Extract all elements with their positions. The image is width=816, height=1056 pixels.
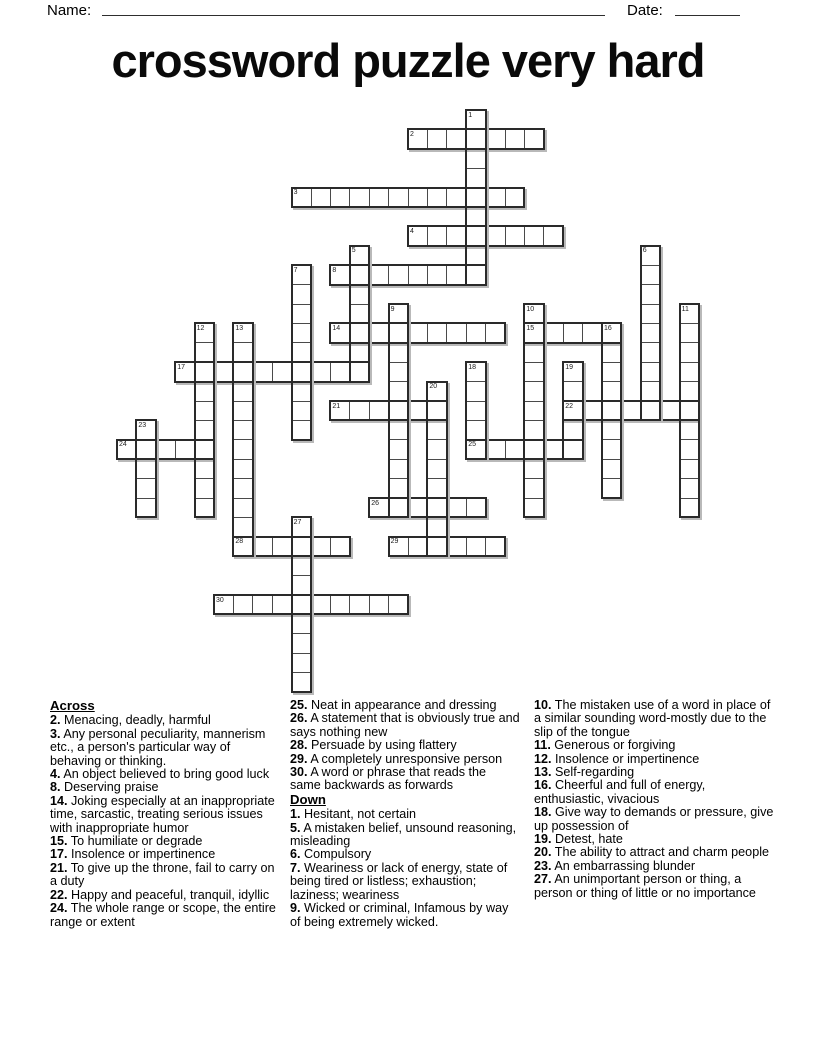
- clue-3-across: 3. Any personal peculiarity, mannerism etc., a person's particular way of behaving or thinking.: [50, 726, 266, 768]
- clue-9-down: 9. Wicked or criminal, Infamous by way of being extremely wicked.: [290, 901, 509, 929]
- grid-number-15: 15: [526, 324, 535, 332]
- clue-number: 25.: [290, 698, 308, 712]
- word-23-down: [135, 419, 156, 518]
- word-12-down: [194, 322, 215, 518]
- clue-4-across: 4. An object believed to bring good luck: [50, 767, 270, 782]
- clue-22-across: 22. Happy and peaceful, tranquil, idyllic: [50, 887, 270, 902]
- grid-number-2: 2: [410, 130, 414, 138]
- grid-number-1: 1: [468, 111, 473, 119]
- clue-number: 20.: [534, 845, 552, 860]
- clue-number: 7.: [290, 860, 301, 875]
- clue-27-down: 27. An unimportant person or thing, a person or thing of little or no importance: [534, 872, 756, 900]
- clue-number: 27.: [534, 872, 552, 887]
- clue-number: 4.: [50, 767, 61, 782]
- clue-number: 14.: [50, 793, 68, 808]
- grid-number-11: 11: [681, 305, 689, 313]
- clue-column-3: [534, 699, 777, 900]
- grid-number-3: 3: [293, 189, 298, 197]
- grid-number-25: 25: [468, 441, 476, 449]
- clue-24-across: 24. The whole range or scope, the entire range or extent: [50, 901, 276, 929]
- grid-number-28: 28: [235, 538, 244, 546]
- clue-column-1: [50, 699, 282, 929]
- clue-number: 3.: [50, 726, 61, 741]
- clue-28-across: 28. Persuade by using flattery: [290, 738, 457, 753]
- clue-number: 16.: [534, 778, 552, 793]
- clue-number: 9.: [290, 901, 301, 916]
- grid-number-22: 22: [565, 402, 573, 410]
- down-clues-header: Down: [290, 791, 326, 807]
- clue-2-across: 2. Menacing, deadly, harmful: [50, 713, 211, 728]
- clue-18-down: 18. Give way to demands or pressure, give up possession of: [534, 805, 774, 833]
- clue-7-down: 7. Weariness or lack of energy, state of being tired or listless; exhaustion; laziness; weariness: [290, 860, 508, 902]
- grid-number-19: 19: [565, 363, 573, 371]
- clue-number: 10.: [534, 698, 552, 712]
- grid-number-18: 18: [468, 363, 476, 371]
- clue-14-across: 14. Joking especially at an inappropriate time, sarcastic, treating serious issues with inappropriate humor: [50, 793, 275, 835]
- clue-12-down: 12. Insolence or impertinence: [534, 751, 700, 766]
- word-1-down: [465, 109, 486, 286]
- word-16-down: [601, 322, 622, 499]
- clue-19-down: 19. Detest, hate: [534, 832, 623, 847]
- page-title: crossword puzzle very hard: [111, 34, 705, 87]
- clue-number: 19.: [534, 832, 552, 847]
- clue-11-down: 11. Generous or forgiving: [534, 738, 676, 753]
- grid-number-13: 13: [235, 324, 244, 332]
- clue-number: 8.: [50, 780, 61, 795]
- word-10-down: [523, 303, 544, 518]
- clue-17-across: 17. Insolence or impertinence: [50, 847, 216, 862]
- grid-number-7: 7: [293, 266, 298, 274]
- grid-number-24: 24: [119, 441, 127, 449]
- clue-number: 23.: [534, 858, 552, 873]
- grid-number-5: 5: [351, 247, 356, 255]
- clue-number: 22.: [50, 887, 68, 902]
- clue-number: 30.: [290, 765, 308, 780]
- grid-number-9: 9: [390, 305, 395, 313]
- clue-number: 26.: [290, 711, 308, 726]
- grid-number-12: 12: [196, 324, 205, 332]
- grid-number-26: 26: [371, 499, 379, 507]
- name-label: Name:: [47, 2, 92, 19]
- clue-5-down: 5. A mistaken belief, unsound reasoning, misleading: [290, 820, 517, 849]
- clue-25-across: 25. Neat in appearance and dressing: [290, 698, 497, 712]
- clue-number: 29.: [290, 751, 308, 766]
- grid-number-4: 4: [410, 227, 414, 235]
- across-clues-header: Across: [50, 698, 95, 713]
- word-20-down: [426, 381, 447, 558]
- clue-1-down: 1. Hesitant, not certain: [290, 807, 417, 822]
- clue-number: 21.: [50, 860, 68, 875]
- grid-number-10: 10: [526, 305, 535, 313]
- word-7-down: [291, 264, 312, 441]
- clue-16-down: 16. Cheerful and full of energy, enthusiastic, vivacious: [534, 778, 706, 806]
- grid-number-17: 17: [177, 363, 185, 371]
- grid-number-8: 8: [332, 266, 337, 274]
- clue-number: 12.: [534, 751, 552, 766]
- clue-30-across: 30. A word or phrase that reads the same backwards as forwards: [290, 765, 487, 793]
- clue-29-across: 29. A completely unresponsive person: [290, 751, 503, 766]
- clue-number: 17.: [50, 847, 68, 862]
- clue-number: 24.: [50, 901, 68, 916]
- word-19-down: [562, 361, 583, 460]
- grid-number-6: 6: [642, 247, 647, 255]
- word-3-across: [291, 187, 526, 208]
- grid-number-29: 29: [390, 538, 399, 546]
- clue-column-2: [290, 699, 520, 929]
- grid-number-27: 27: [293, 518, 302, 526]
- word-27-down: [291, 516, 312, 693]
- clue-number: 15.: [50, 834, 68, 849]
- word-6-down: [640, 245, 661, 422]
- grid-number-30: 30: [216, 596, 224, 604]
- clue-21-across: 21. To give up the throne, fail to carry on a duty: [50, 860, 275, 889]
- clue-23-down: 23. An embarrassing blunder: [534, 858, 696, 873]
- clue-number: 5.: [290, 820, 301, 835]
- grid-number-23: 23: [138, 421, 147, 429]
- word-9-down: [388, 303, 409, 518]
- grid-number-14: 14: [332, 324, 341, 332]
- clue-8-across: 8. Deserving praise: [50, 780, 159, 795]
- clue-13-down: 13. Self-regarding: [534, 765, 635, 780]
- clue-10-down: 10. The mistaken use of a word in place of a similar sounding word-mostly due to the slip of the tongue: [534, 698, 771, 739]
- clue-number: 2.: [50, 713, 61, 728]
- grid-number-20: 20: [429, 383, 438, 391]
- word-5-down: [349, 245, 370, 383]
- clue-20-down: 20. The ability to attract and charm people: [534, 845, 769, 860]
- clue-number: 28.: [290, 738, 308, 753]
- clue-number: 13.: [534, 765, 552, 780]
- clue-number: 18.: [534, 805, 552, 820]
- clue-6-down: 6. Compulsory: [290, 847, 372, 862]
- clue-number: 1.: [290, 807, 301, 822]
- clue-26-across: 26. A statement that is obviously true and says nothing new: [290, 711, 520, 739]
- grid-number-16: 16: [604, 324, 612, 332]
- clue-number: 11.: [534, 738, 551, 753]
- word-13-down: [232, 322, 253, 557]
- clue-number: 6.: [290, 847, 301, 862]
- clue-15-across: 15. To humiliate or degrade: [50, 834, 203, 849]
- grid-number-21: 21: [332, 402, 341, 410]
- word-11-down: [679, 303, 700, 518]
- date-label: Date:: [627, 2, 663, 19]
